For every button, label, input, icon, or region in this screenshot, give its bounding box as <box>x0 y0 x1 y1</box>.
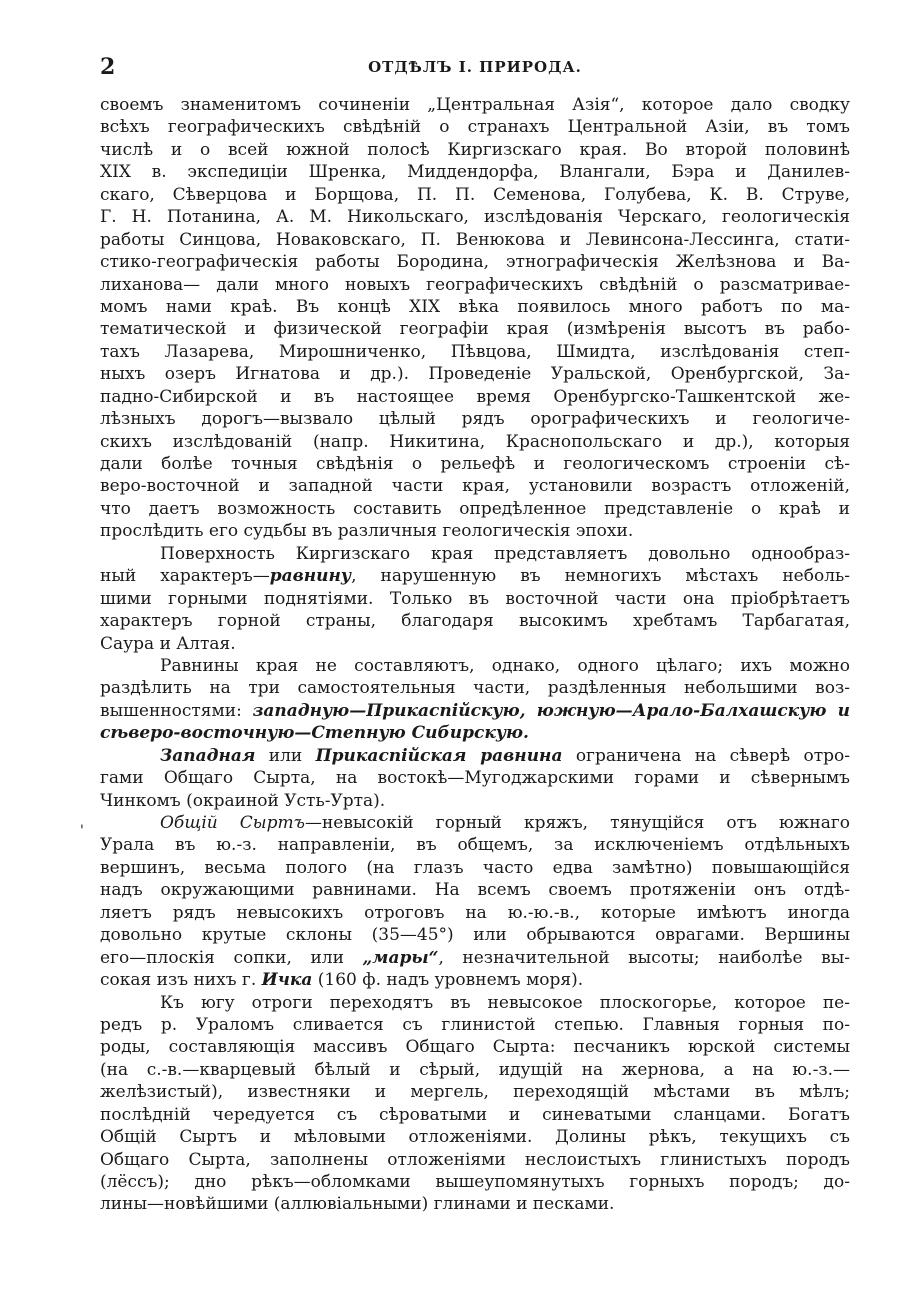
text-line: шими горными поднятіями. Только въ восточной части она пріобрѣтаетъ <box>100 588 850 609</box>
text-line: желѣзистый), известняки и мергель, переходящій мѣстами въ мѣлъ; <box>100 1082 850 1103</box>
paragraph-2 <box>100 543 850 655</box>
page-number: 2 <box>100 54 116 80</box>
text-run: вышенностями: <box>100 700 253 721</box>
text-line: послѣдній чередуется съ сѣроватыми и синеватыми сланцами. Богатъ <box>100 1104 850 1125</box>
paragraph-3 <box>100 655 850 745</box>
text-run: или <box>255 745 316 766</box>
text-line: ляетъ рядъ невысокихъ отроговъ на ю.-ю.-в., которые имѣютъ иногда <box>100 902 850 923</box>
text-run: , нарушенную въ немногихъ мѣстахъ неболь- <box>351 566 850 587</box>
text-line <box>100 745 850 767</box>
emphasis-term: „мары“ <box>362 947 439 968</box>
text-line: роды, составляющія массивъ Общаго Сырта: песчаникъ юрской системы <box>100 1037 850 1058</box>
text-line: довольно крутые склоны (35—45°) или обрываются оврагами. Вершины <box>100 925 850 946</box>
body-text <box>100 94 850 1216</box>
text-line <box>100 812 850 834</box>
text-line: надъ окружающими равнинами. На всемъ своемъ протяженіи онъ отдѣ- <box>100 880 850 901</box>
text-line: ныхъ озеръ Игнатова и др.). Проведеніе Уральской, Оренбургской, За- <box>100 364 850 385</box>
page-header <box>100 54 850 80</box>
paragraph-6 <box>100 992 850 1216</box>
text-line: характеръ горной страны, благодаря высокимъ хребтамъ Тарбагатая, <box>100 611 850 632</box>
text-line: Поверхность Киргизскаго края представляетъ довольно однообраз- <box>160 543 850 564</box>
text-run: (160 ф. надъ уровнемъ моря). <box>312 970 584 991</box>
text-line: работы Синцова, Новаковскаго, П. Венюкова и Левинсона-Лессинга, стати- <box>100 229 850 250</box>
text-line: что даетъ возможность составить опредѣленное представленіе о краѣ и <box>100 498 850 519</box>
text-line: вершинъ, весьма полого (на глазъ часто едва замѣтно) повышающійся <box>100 857 850 878</box>
text-line: Урала въ ю.-з. направленіи, въ общемъ, за исключеніемъ отдѣльныхъ <box>100 835 850 856</box>
emphasis-term: равнину <box>269 566 352 587</box>
text-run: ограничена на сѣверѣ отро- <box>562 745 850 766</box>
text-line: гами Общаго Сырта, на востокѣ—Мугоджарскими горами и сѣвернымъ <box>100 768 850 789</box>
text-line: стико-географическія работы Бородина, этнографическія Желѣзнова и Ва- <box>100 252 850 273</box>
emphasis-term: Западная <box>160 745 256 766</box>
text-line: тематической и физической географіи края (измѣренія высотъ въ рабо- <box>100 319 850 340</box>
text-line: скаго, Сѣверцова и Борщова, П. П. Семенова, Голубева, К. В. Струве, <box>100 184 850 205</box>
paragraph-1 <box>100 94 850 543</box>
text-run: его—плоскія сопки, или <box>100 947 363 968</box>
text-line <box>100 969 850 991</box>
text-line: тахъ Лазарева, Мирошниченко, Пѣвцова, Шмидта, изслѣдованія степ- <box>100 341 850 362</box>
text-line: своемъ знаменитомъ сочиненіи „Центральная Азія“, которое дало сводку <box>100 95 850 115</box>
text-line: Къ югу отроги переходятъ въ невысокое плоскогорье, которое пе- <box>160 992 850 1013</box>
text-line: (на с.-в.—кварцевый бѣлый и сѣрый, идущій на жернова, а на ю.-з.— <box>100 1059 850 1080</box>
emphasis-term: западную—Прикаспійскую, южную—Арало-Балхашскую и <box>252 700 851 721</box>
text-line: числѣ и о всей южной полосѣ Киргизскаго края. Во второй половинѣ <box>100 139 850 160</box>
text-line: Саура и Алтая. <box>100 633 236 654</box>
text-line: лѣзныхъ дорогъ—вызвало цѣлый рядъ орографическихъ и геологиче- <box>100 409 850 430</box>
text-run: ный характеръ— <box>100 566 270 587</box>
text-line: Чинкомъ (окраиной Усть-Урта). <box>100 790 386 811</box>
text-line: Общаго Сырта, заполнены отложеніями неслоистыхъ глинистыхъ породъ <box>100 1149 850 1170</box>
text-line: сѣверо-восточную—Степную Сибирскую. <box>100 723 529 744</box>
emphasis-term: Ичка <box>261 970 313 991</box>
text-line: прослѣдить его судьбы въ различныя геологическія эпохи. <box>100 521 634 542</box>
text-line: Общій Сыртъ и мѣловыми отложеніями. Долины рѣкъ, текущихъ съ <box>100 1127 850 1148</box>
text-line: лины—новѣйшими (аллювіальными) глинами и песками. <box>100 1194 615 1215</box>
text-line <box>100 565 850 587</box>
text-line <box>100 947 850 969</box>
text-line: Равнины края не составляютъ, однако, одного цѣлаго; ихъ можно <box>160 655 850 676</box>
text-run: —невысокій горный кряжъ, тянущійся отъ южнаго <box>304 813 850 833</box>
emphasis-term: Общій Сыртъ <box>160 813 305 833</box>
running-head: ОТДѢЛЪ I. ПРИРОДА. <box>368 58 582 76</box>
text-line: редъ р. Ураломъ сливается съ глинистой степью. Главныя горныя по- <box>100 1014 850 1035</box>
text-line: дали болѣе точныя свѣдѣнія о рельефѣ и геологическомъ строеніи сѣ- <box>100 454 850 474</box>
text-line: момъ нами краѣ. Въ концѣ XIX вѣка появилось много работъ по ма- <box>100 296 850 317</box>
text-line: (лёссъ); дно рѣкъ—обломками вышеупомянутыхъ горныхъ породъ; до- <box>100 1172 850 1192</box>
text-line: XIX в. экспедиціи Шренка, Миддендорфа, Влангали, Бэра и Данилев- <box>100 162 850 183</box>
text-line: веро-восточной и западной части края, установили возрастъ отложеній, <box>100 476 850 497</box>
text-line: всѣхъ географическихъ свѣдѣній о странахъ Центральной Азіи, въ томъ <box>100 117 850 138</box>
text-line <box>100 700 850 722</box>
emphasis-term: Прикаспійская равнина <box>315 745 563 766</box>
paragraph-4 <box>100 745 850 812</box>
text-line: Г. Н. Потанина, А. М. Никольскаго, изслѣдованія Черскаго, геологическія <box>100 207 850 228</box>
text-line: падно-Сибирской и въ настоящее время Оренбургско-Ташкентской же- <box>100 386 850 407</box>
margin-mark: ' <box>80 823 84 839</box>
text-line: лиханова— дали много новыхъ географическихъ свѣдѣній о разсматривае- <box>100 274 850 295</box>
text-line: раздѣлить на три самостоятельныя части, раздѣленныя небольшими воз- <box>100 678 850 699</box>
paragraph-5 <box>100 812 850 992</box>
text-line: скихъ изслѣдованій (напр. Никитина, Краснопольскаго и др.), которыя <box>100 431 850 452</box>
text-run: , незначительной высоты; наиболѣе вы- <box>438 947 850 968</box>
text-run: сокая изъ нихъ г. <box>100 970 262 991</box>
